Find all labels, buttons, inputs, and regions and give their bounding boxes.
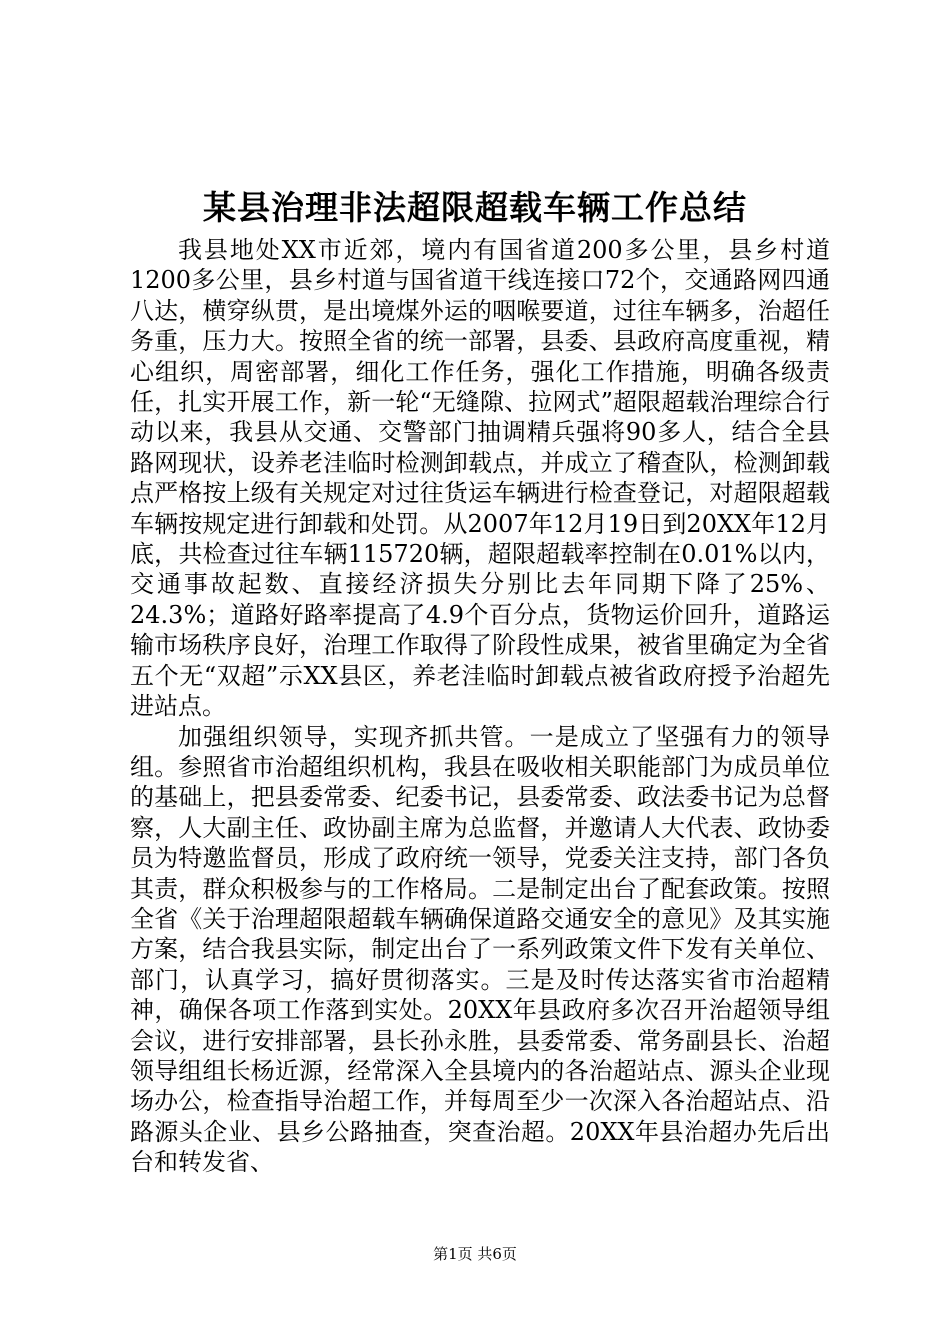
paragraph-2: 加强组织领导，实现齐抓共管。一是成立了坚强有力的领导组。参照省市治超组织机构，我县在吸收相关职能部门为成员单位的基础上，把县委常委、纪委书记，县委常委、政法委书记为总督察，人大副主任、政协副主席为总监督，并邀请人大代表、政协委员为特邀监督员，形成了政府统一领导，党委关注支持，部门各负其责，群众积极参与的工作格局。二是制定出台了配套政策。按照全省《关于治理超限超载车辆确保道路交通安全的意见》及其实施方案，结合我县实际，制定出台了一系列政策文件下发有关单位、部门，认真学习，搞好贯彻落实。三是及时传达落实省市治超精神，确保各项工作落到实处。20XX年县政府多次召开治超领导组会议，进行安排部署，县长孙永胜，县委常委、常务副县长、治超领导组组长杨近源，经常深入全县境内的各治超站点、源头企业现场办公，检查指导治超工作，并每周至少一次深入各治超站点、沿路源头企业、县乡公路抽查，突查治超。20XX年县治超办先后出台和转发省、 (130, 722, 830, 1177)
document-body (130, 235, 830, 1178)
document-title: 某县治理非法超限超载车辆工作总结 (203, 188, 747, 227)
page-number-footer: 第1页 共6页 (433, 1245, 517, 1263)
paragraph-1: 我县地处XX市近郊，境内有国省道200多公里，县乡村道1200多公里，县乡村道与国省道干线连接口72个，交通路网四通八达，横穿纵贯，是出境煤外运的咽喉要道，过往车辆多，治超任务重，压力大。按照全省的统一部署，县委、县政府高度重视，精心组织，周密部署，细化工作任务，强化工作措施，明确各级责任，扎实开展工作，新一轮“无缝隙、拉网式”超限超载治理综合行动以来，我县从交通、交警部门抽调精兵强将90多人，结合全县路网现状，设养老洼临时检测卸载点，并成立了稽查队，检测卸载点严格按上级有关规定对过往货运车辆进行检查登记，对超限超载车辆按规定进行卸载和处罚。从2007年12月19日到20XX年12月底，共检查过往车辆115720辆，超限超载率控制在0.01%以内，交通事故起数、直接经济损失分别比去年同期下降了25%、24.3%；道路好路率提高了4.9个百分点，货物运价回升，道路运输市场秩序良好，治理工作取得了阶段性成果，被省里确定为全省五个无“双超”示XX县区，养老洼临时卸载点被省政府授予治超先进站点。 (130, 236, 830, 721)
